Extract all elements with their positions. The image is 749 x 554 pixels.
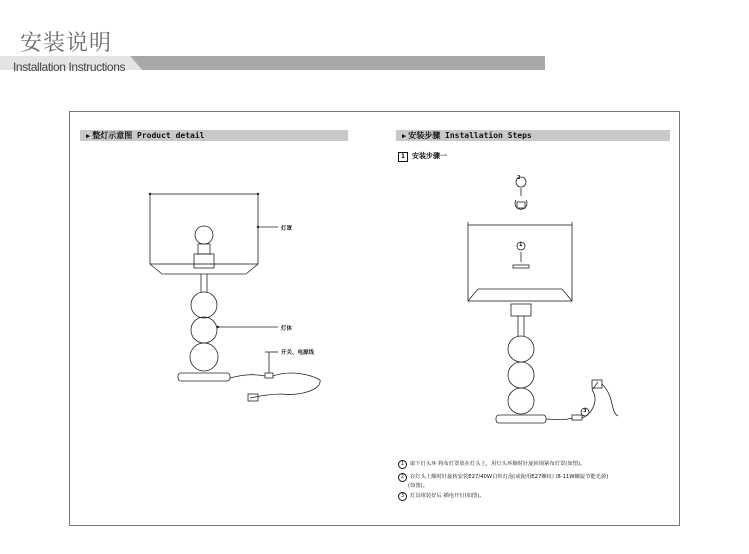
page-subtitle: Installation Instructions (13, 60, 126, 74)
note-text: 在灯头上顺时针旋转安装E27/40W白炽灯泡(或使用E27螺纹口8-11W螺旋节能光源) (410, 474, 609, 480)
callout-2: 2 (517, 175, 521, 181)
triangle-icon: ▶ (402, 132, 407, 140)
step-title-text: 安装步骤一 (412, 152, 447, 160)
instruction-sheet (69, 111, 680, 526)
label-switch-cord: 开关、电源线 (281, 350, 315, 356)
note-1 (398, 459, 585, 469)
page-title: 安装说明 (20, 31, 113, 56)
note-number: 1 (398, 460, 407, 469)
installation-diagram (70, 112, 681, 527)
callout-1: 1 (519, 242, 523, 248)
note-number: 3 (398, 492, 407, 501)
triangle-icon: ▶ (86, 132, 91, 140)
note-text: 取下灯头环 将布灯罩放在灯头上，用灯头环顺时针旋转锁紧布灯罩(如图)。 (410, 461, 586, 467)
note-number: 2 (398, 473, 407, 482)
step-number-box: 1 (398, 152, 408, 162)
installation-heading-text: 安装步骤 Installation Steps (408, 131, 532, 140)
label-body: 灯体 (281, 326, 293, 332)
label-shade: 灯罩 (281, 226, 293, 232)
note-2 (398, 472, 608, 482)
callout-3: 3 (583, 408, 587, 414)
note-text: (如图)。 (408, 483, 429, 489)
note-text: 灯具组装好后 插电开灯(如图)。 (410, 493, 485, 499)
note-3 (398, 491, 485, 501)
product-detail-heading-text: 整灯示意图 Product detail (92, 131, 205, 140)
note-2-continued (408, 481, 428, 489)
